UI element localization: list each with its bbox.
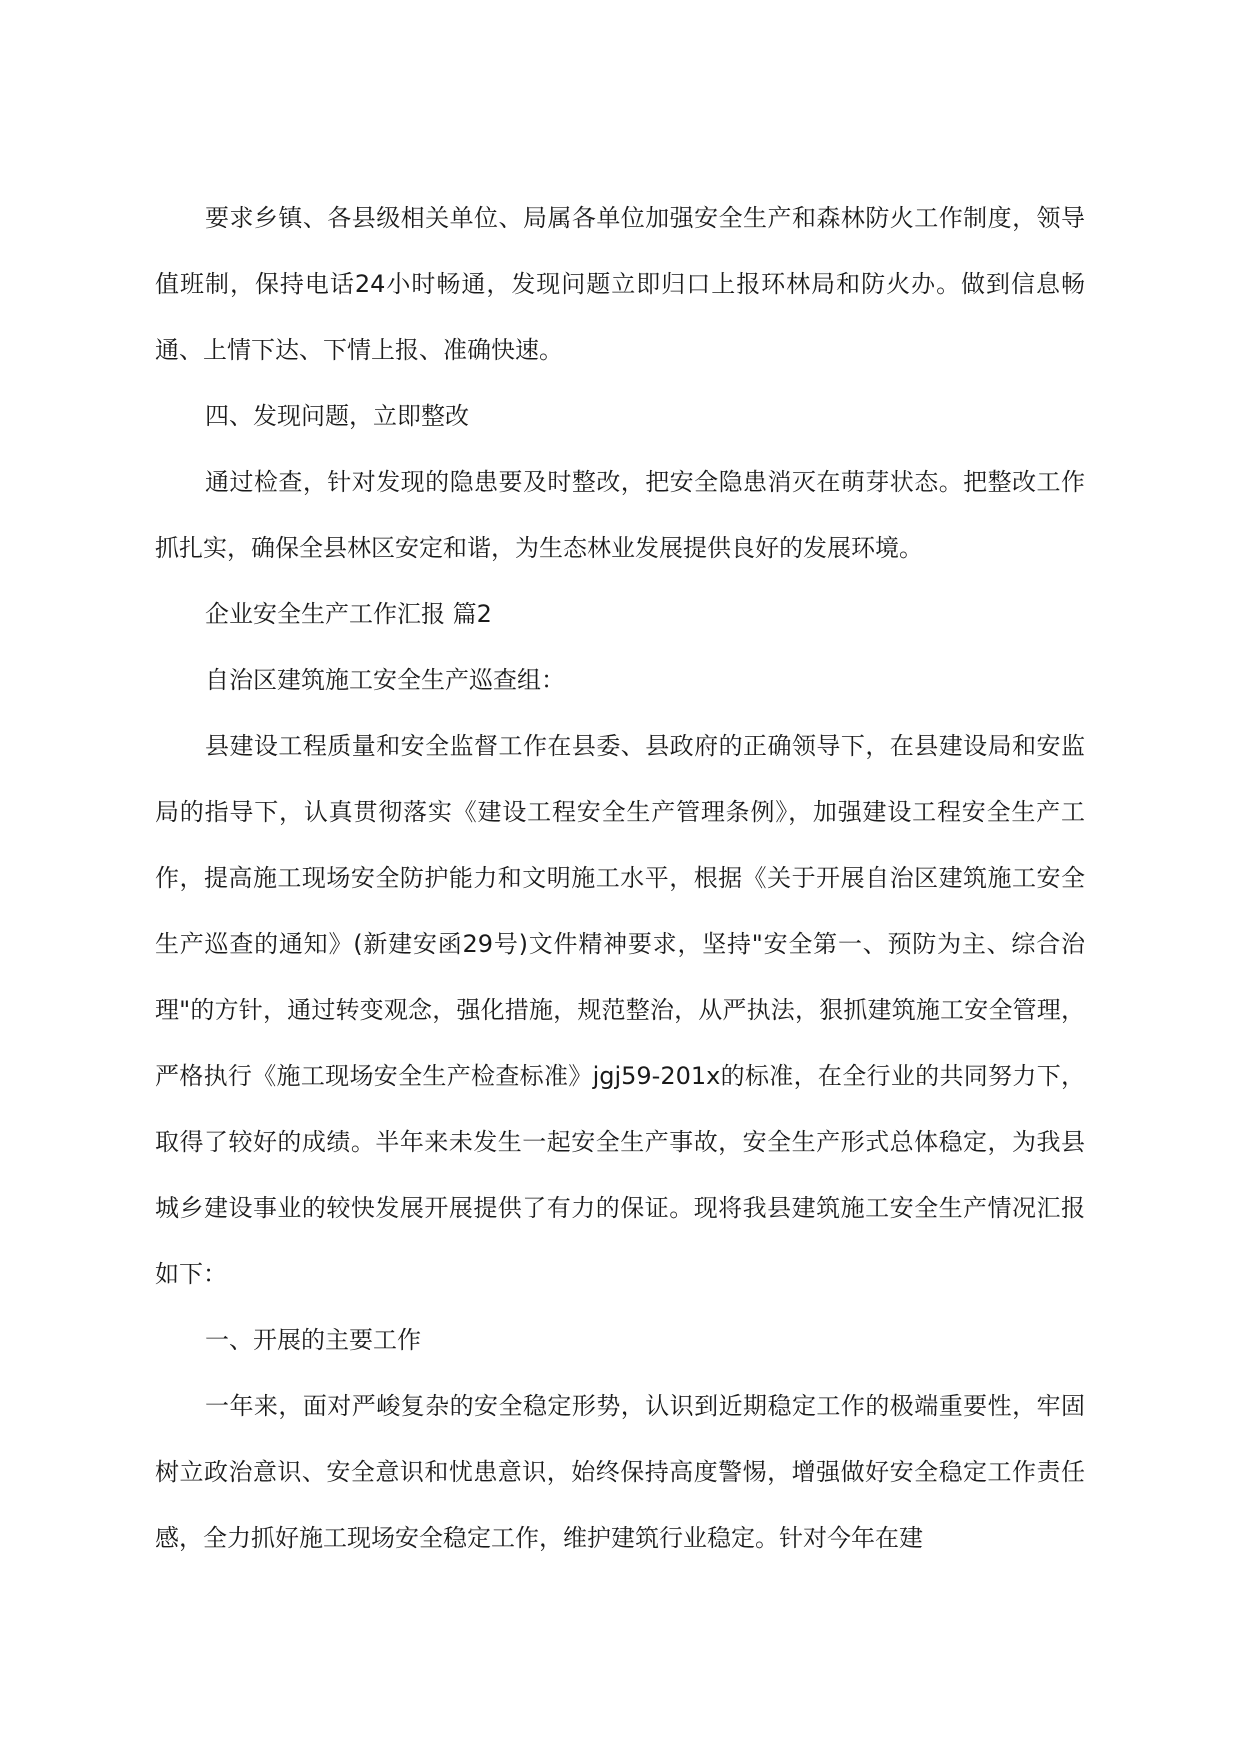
paragraph-duty-system: 要求乡镇、各县级相关单位、局属各单位加强安全生产和森林防火工作制度，领导值班制，保持电话24小时畅通，发现问题立即归口上报环林局和防火办。做到信息畅通、上情下达、下情上报、准确快速。 (155, 204, 1085, 364)
report-title-part2: 企业安全生产工作汇报 篇2 (205, 600, 492, 628)
paragraph-rectification: 通过检查，针对发现的隐患要及时整改，把安全隐患消灭在萌芽状态。把整改工作抓扎实，确保全县林区安定和谐，为生态林业发展提供良好的发展环境。 (155, 468, 1085, 562)
salutation: 自治区建筑施工安全生产巡查组： (205, 666, 565, 694)
document-body (155, 185, 1085, 1571)
section-heading-one: 一、开展的主要工作 (205, 1326, 421, 1354)
section-heading-four: 四、发现问题，立即整改 (205, 402, 469, 430)
paragraph-overview: 县建设工程质量和安全监督工作在县委、县政府的正确领导下，在县建设局和安监局的指导下，认真贯彻落实《建设工程安全生产管理条例》，加强建设工程安全生产工作，提高施工现场安全防护能力和文明施工水平，根据《关于开展自治区建筑施工安全生产巡查的通知》(新建安函29号)文件精神要求，坚持"安全第一、预防为主、综合治理"的方针，通过转变观念，强化措施，规范整治，从严执法，狠抓建筑施工安全管理，严格执行《施工现场安全生产检查标准》jgj59-201x的标准，在全行业的共同努力下，取得了较好的成绩。半年来未发生一起安全生产事故，安全生产形式总体稳定，为我县城乡建设事业的较快发展开展提供了有力的保证。现将我县建筑施工安全生产情况汇报如下： (155, 732, 1085, 1288)
paragraph-main-work: 一年来，面对严峻复杂的安全稳定形势，认识到近期稳定工作的极端重要性，牢固树立政治意识、安全意识和忧患意识，始终保持高度警惕，增强做好安全稳定工作责任感，全力抓好施工现场安全稳定工作，维护建筑行业稳定。针对今年在建 (155, 1392, 1085, 1552)
